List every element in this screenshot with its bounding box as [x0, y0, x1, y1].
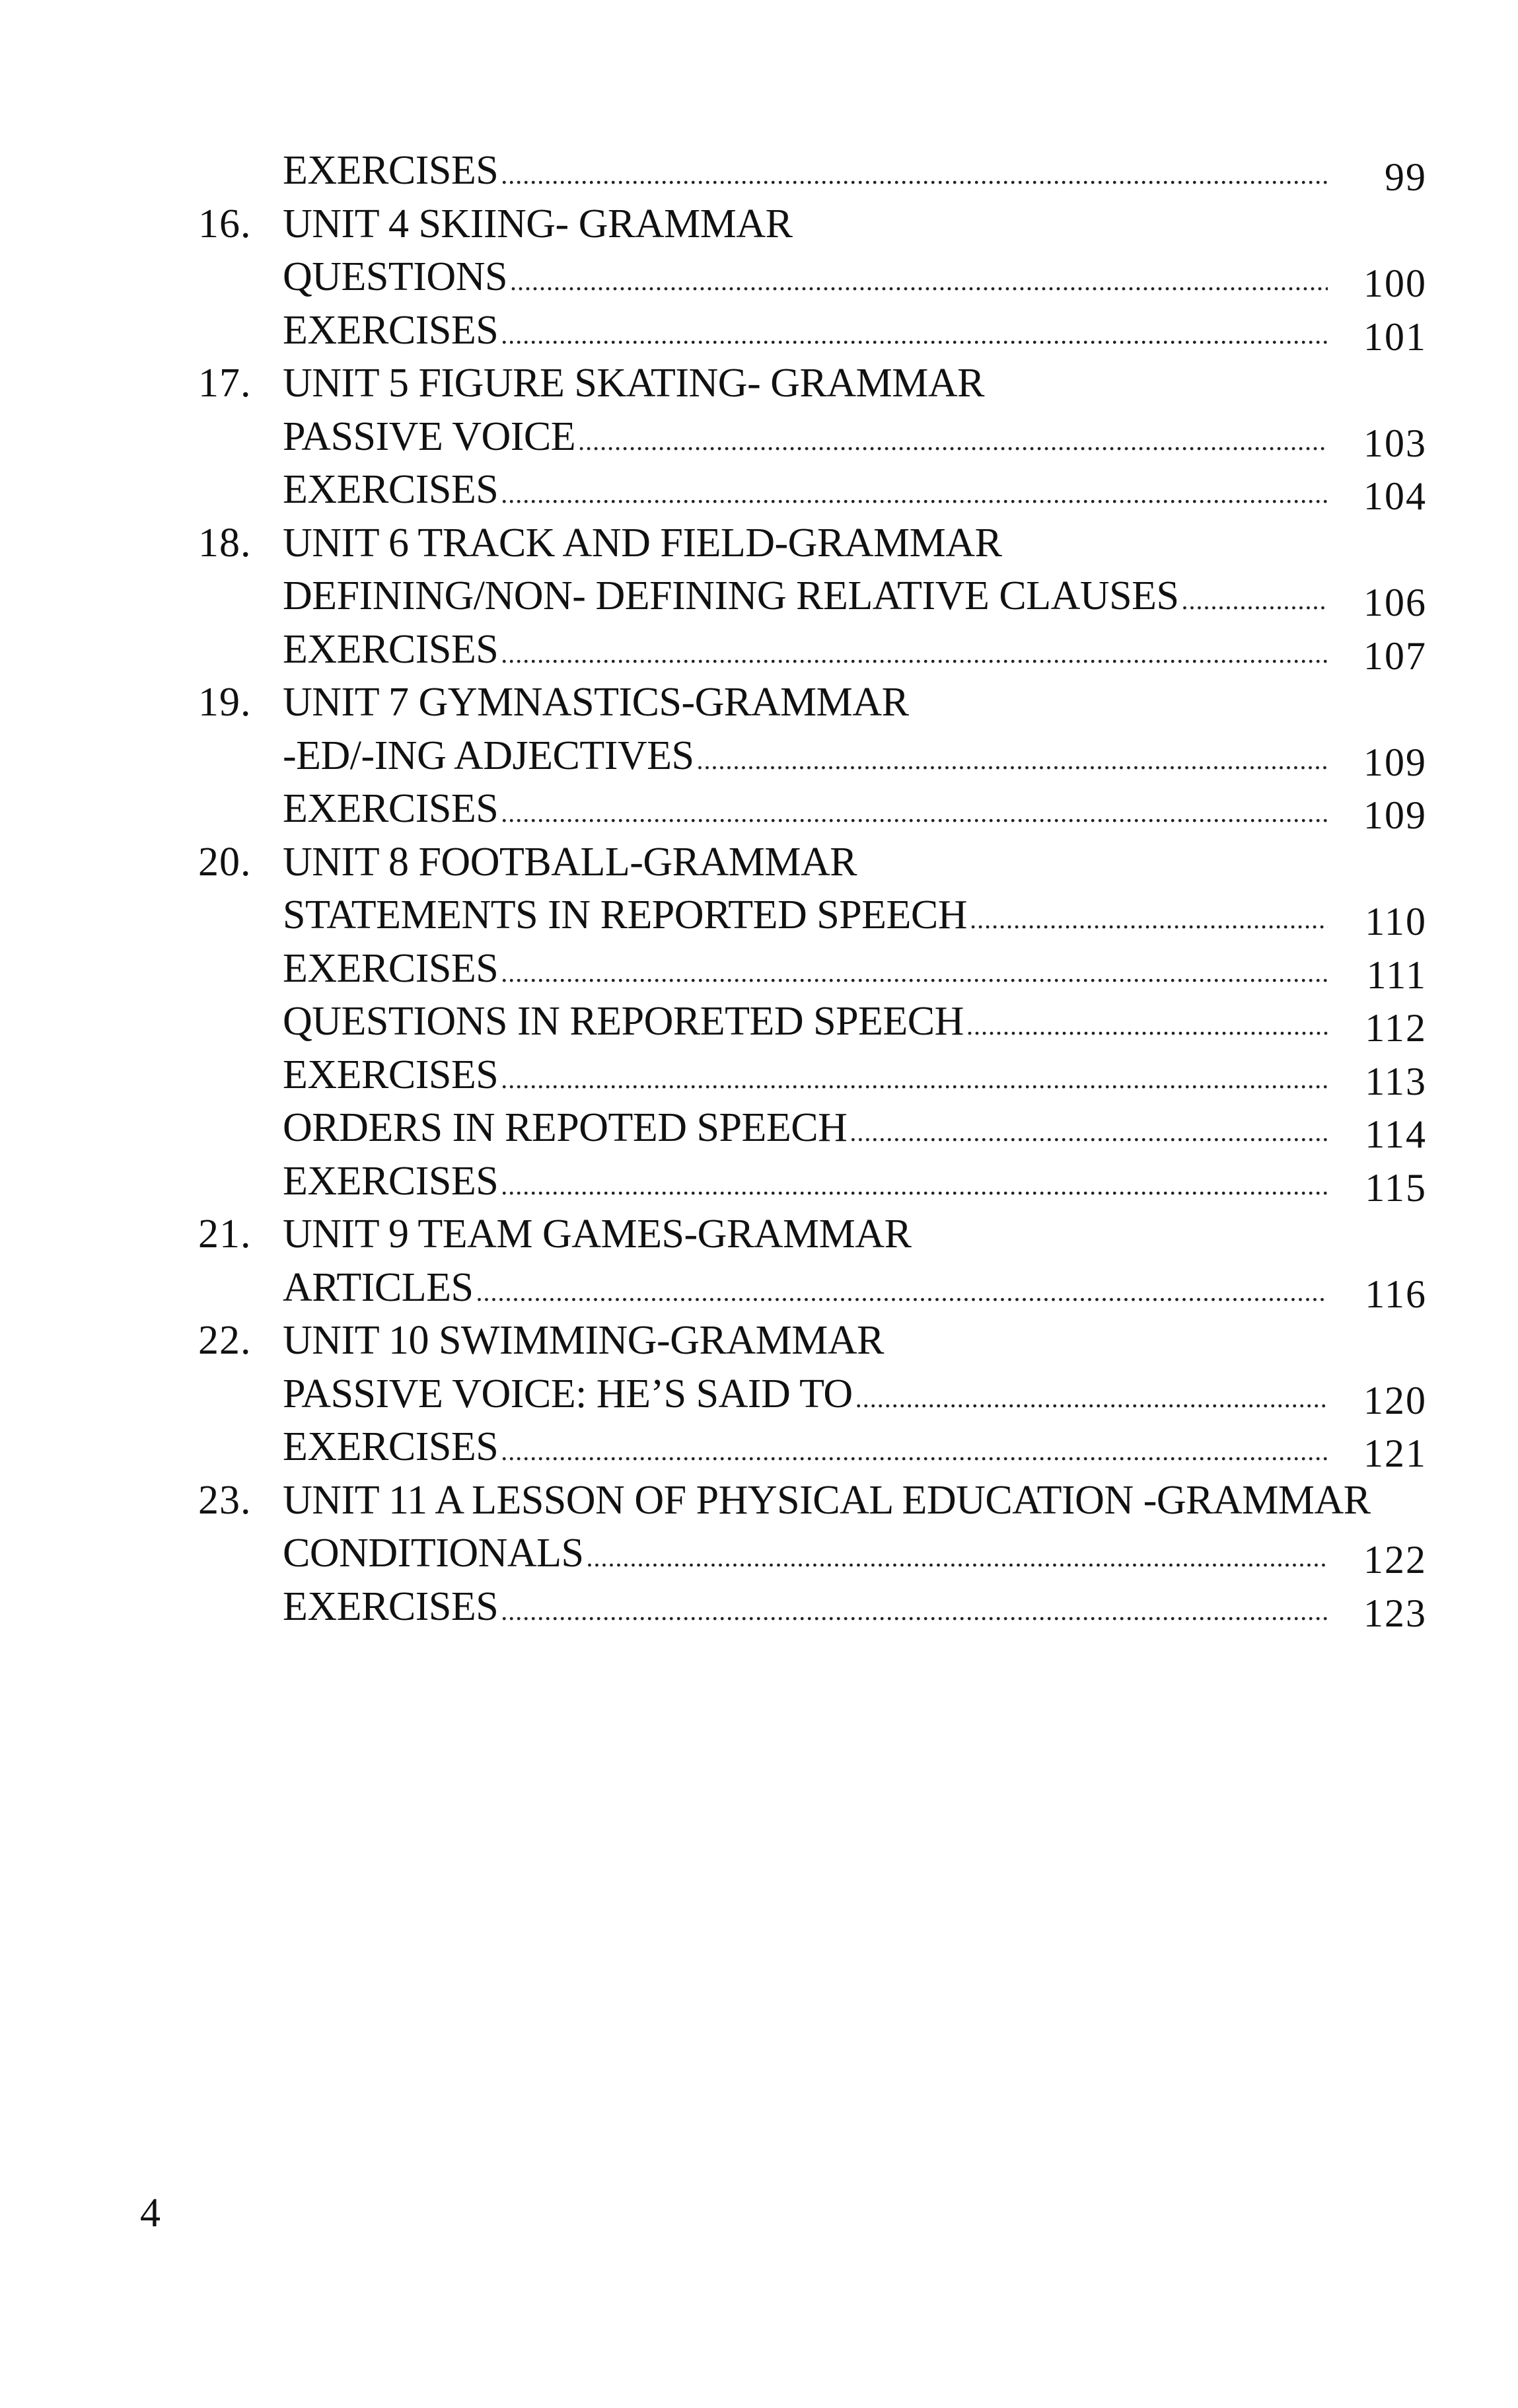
dot-leader — [501, 1585, 1328, 1638]
dot-leader — [501, 468, 1328, 521]
toc-entry-title: DEFINING/NON- DEFINING RELATIVE CLAUSES — [283, 573, 1179, 618]
toc-entry-title: ARTICLES — [283, 1264, 474, 1310]
toc-unit-row — [198, 1474, 1453, 1527]
toc-entry-row — [198, 250, 1453, 304]
toc-entry-row — [198, 1580, 1453, 1634]
toc-entry-body — [283, 410, 1328, 464]
toc-entry-title: PASSIVE VOICE — [283, 414, 576, 459]
toc-entry-body — [283, 889, 1328, 942]
toc-entry-row — [198, 1155, 1453, 1208]
toc-unit-row — [198, 836, 1453, 889]
toc-unit-number: 20. — [198, 839, 252, 885]
toc-unit-number: 21. — [198, 1212, 252, 1257]
toc-entry-body — [283, 782, 1328, 836]
toc-entry-row — [198, 1420, 1453, 1474]
toc-unit-number: 16. — [198, 201, 252, 246]
toc-page-number: 104 — [1363, 474, 1427, 518]
toc-unit-row — [198, 198, 1453, 251]
toc-entry-body — [283, 1101, 1328, 1155]
toc-entry-body — [283, 676, 1453, 729]
toc-entry-title: PASSIVE VOICE: HE’S SAID TO — [283, 1371, 853, 1416]
toc-unit-title: UNIT 6 TRACK AND FIELD-GRAMMAR — [283, 520, 1002, 566]
toc-page-number: 101 — [1363, 314, 1427, 359]
toc-entry-row — [198, 463, 1453, 517]
toc-page-number: 106 — [1363, 581, 1427, 624]
toc-entry-title: EXERCISES — [283, 945, 499, 991]
table-of-contents — [198, 144, 1453, 1633]
toc-entry-body — [283, 144, 1328, 198]
toc-unit-title: UNIT 5 FIGURE SKATING- GRAMMAR — [283, 361, 985, 406]
toc-unit-number: 23. — [198, 1477, 252, 1523]
toc-entry-title: EXERCISES — [283, 307, 499, 353]
toc-entry-title: QUESTIONS IN REPORETED SPEECH — [283, 999, 964, 1044]
toc-entry-row — [198, 144, 1453, 198]
dot-leader — [966, 1000, 1328, 1053]
toc-page-number: 114 — [1365, 1113, 1427, 1156]
toc-entry-title: EXERCISES — [283, 1052, 499, 1097]
toc-page-number: 123 — [1363, 1591, 1427, 1635]
dot-leader — [697, 734, 1328, 787]
toc-unit-number: 18. — [198, 520, 252, 566]
toc-unit-title: UNIT 11 A LESSON OF PHYSICAL EDUCATION -GRAMMAR — [283, 1477, 1371, 1523]
toc-unit-title: UNIT 10 SWIMMING-GRAMMAR — [283, 1318, 884, 1363]
toc-unit-number: 19. — [198, 680, 252, 725]
toc-entry-row — [198, 410, 1453, 464]
toc-entry-body — [283, 1261, 1328, 1315]
toc-entry-row — [198, 623, 1453, 676]
toc-unit-row — [198, 1314, 1453, 1368]
dot-leader — [501, 1159, 1328, 1213]
toc-entry-row — [198, 782, 1453, 836]
toc-entry-title: EXERCISES — [283, 786, 499, 831]
toc-entry-title: EXERCISES — [283, 148, 499, 193]
toc-page-number: 110 — [1365, 900, 1427, 943]
toc-page-number: 121 — [1363, 1432, 1427, 1475]
toc-unit-title: UNIT 4 SKIING- GRAMMAR — [283, 201, 793, 246]
toc-page-number: 103 — [1363, 421, 1427, 465]
toc-page-number: 116 — [1365, 1272, 1427, 1316]
toc-unit-title: UNIT 8 FOOTBALL-GRAMMAR — [283, 839, 857, 885]
dot-leader — [587, 1531, 1328, 1585]
toc-page-number: 122 — [1363, 1538, 1427, 1582]
toc-entry-title: -ED/-ING ADJECTIVES — [283, 733, 694, 778]
toc-unit-title: UNIT 9 TEAM GAMES-GRAMMAR — [283, 1212, 912, 1257]
toc-page-number: 107 — [1363, 634, 1427, 678]
page-number: 4 — [140, 2191, 161, 2236]
dot-leader — [510, 255, 1328, 309]
toc-page-number: 109 — [1363, 793, 1427, 837]
dot-leader — [501, 149, 1328, 202]
dot-leader — [501, 309, 1328, 362]
toc-unit-number: 17. — [198, 361, 252, 406]
toc-unit-row — [198, 357, 1453, 410]
toc-entry-body — [283, 1474, 1453, 1527]
toc-entry-title: STATEMENTS IN REPORTED SPEECH — [283, 893, 968, 937]
toc-entry-row — [198, 1527, 1453, 1580]
dot-leader — [501, 1425, 1328, 1478]
toc-entry-row — [198, 1048, 1453, 1102]
toc-entry-row — [198, 1368, 1453, 1421]
toc-entry-title: QUESTIONS — [283, 254, 507, 299]
toc-unit-title: UNIT 7 GYMNASTICS-GRAMMAR — [283, 680, 909, 725]
toc-entry-row — [198, 1261, 1453, 1315]
toc-entry-body — [283, 995, 1328, 1048]
dot-leader — [1181, 574, 1328, 628]
toc-entry-body — [283, 1527, 1328, 1580]
toc-entry-row — [198, 569, 1453, 623]
toc-entry-body — [283, 304, 1328, 357]
toc-page-number: 113 — [1365, 1059, 1427, 1103]
toc-page-number: 100 — [1363, 262, 1427, 305]
toc-unit-row — [198, 517, 1453, 570]
toc-entry-title: EXERCISES — [283, 1158, 499, 1204]
toc-entry-body — [283, 198, 1453, 251]
toc-entry-body — [283, 463, 1328, 517]
toc-unit-number: 22. — [198, 1318, 252, 1363]
dot-leader — [476, 1266, 1328, 1319]
dot-leader — [501, 628, 1328, 681]
toc-entry-title: EXERCISES — [283, 626, 499, 672]
toc-entry-body — [283, 1155, 1328, 1208]
toc-entry-body — [283, 569, 1328, 623]
dot-leader — [501, 787, 1328, 840]
toc-entry-body — [283, 1208, 1453, 1261]
toc-entry-body — [283, 623, 1328, 676]
dot-leader — [849, 1106, 1328, 1159]
toc-entry-body — [283, 942, 1328, 996]
toc-entry-title: EXERCISES — [283, 1424, 499, 1469]
toc-page-number: 99 — [1385, 155, 1427, 199]
toc-entry-title: EXERCISES — [283, 1584, 499, 1629]
toc-entry-title: CONDITIONALS — [283, 1531, 584, 1576]
toc-entry-row — [198, 729, 1453, 783]
toc-entry-body — [283, 250, 1328, 304]
toc-page-number: 109 — [1363, 740, 1427, 784]
toc-unit-row — [198, 676, 1453, 729]
dot-leader — [501, 947, 1328, 1000]
toc-entry-body — [283, 836, 1453, 889]
toc-entry-body — [283, 1368, 1328, 1421]
toc-entry-row — [198, 889, 1453, 942]
toc-entry-body — [283, 729, 1328, 783]
dot-leader — [501, 1053, 1328, 1107]
toc-entry-body — [283, 1420, 1328, 1474]
toc-page-number: 120 — [1363, 1378, 1427, 1422]
toc-page-number: 115 — [1365, 1165, 1427, 1210]
toc-page-number: 112 — [1365, 1006, 1427, 1050]
toc-entry-body — [283, 1580, 1328, 1634]
dot-leader — [855, 1372, 1328, 1426]
dot-leader — [970, 893, 1328, 947]
toc-entry-body — [283, 517, 1453, 570]
toc-entry-row — [198, 1101, 1453, 1155]
toc-entry-body — [283, 357, 1453, 410]
toc-entry-body — [283, 1314, 1453, 1368]
dot-leader — [578, 415, 1328, 468]
toc-entry-row — [198, 304, 1453, 357]
toc-page-number: 111 — [1366, 953, 1427, 997]
toc-entry-title: ORDERS IN REPOTED SPEECH — [283, 1105, 848, 1150]
toc-unit-row — [198, 1208, 1453, 1261]
toc-entry-title: EXERCISES — [283, 467, 499, 512]
toc-entry-row — [198, 942, 1453, 996]
toc-entry-row — [198, 995, 1453, 1048]
toc-entry-body — [283, 1048, 1328, 1102]
